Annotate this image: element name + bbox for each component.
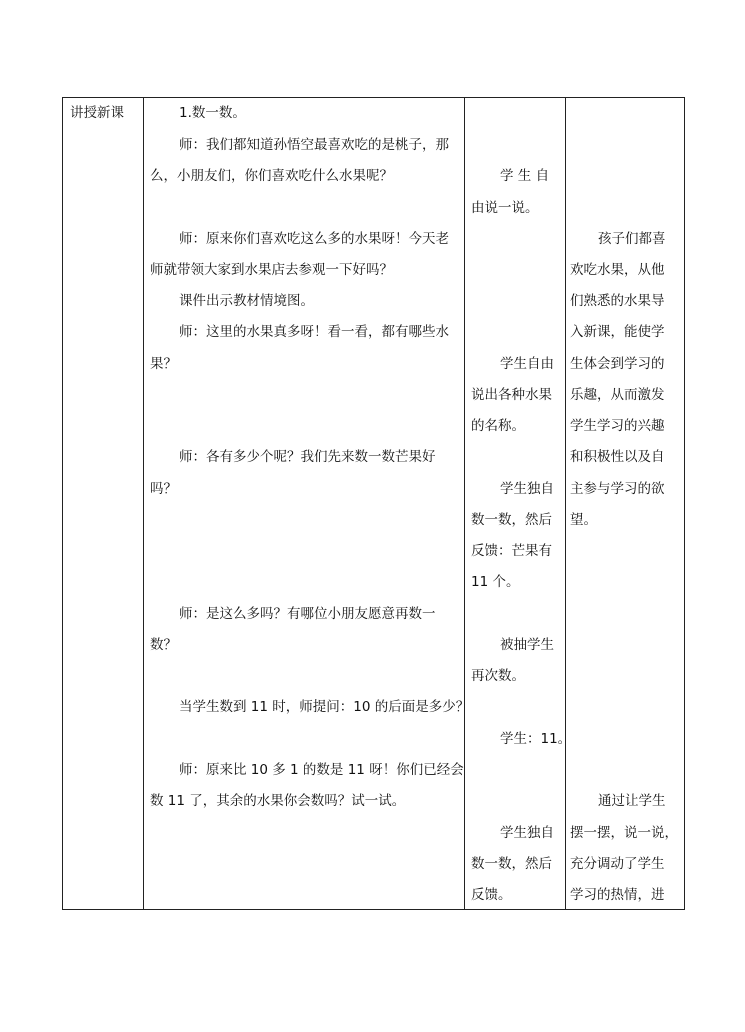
teacher-line: 数 11 了，其余的水果你会数吗？试一试。	[150, 793, 406, 809]
teacher-line: 师：是这么多吗？有哪位小朋友愿意再数一	[179, 606, 436, 622]
student-line: 学生：11。	[500, 731, 572, 747]
intent-line: 和积极性以及自	[570, 449, 665, 465]
intent-line: 欢吃水果，从他	[570, 262, 665, 278]
intent-line: 摆一摆，说一说，	[570, 825, 678, 841]
section-label: 讲授新课	[70, 105, 124, 121]
section-label-cell	[63, 98, 144, 910]
table-row	[63, 98, 685, 910]
teacher-activity-cell	[144, 98, 470, 910]
student-line: 11 个。	[471, 574, 520, 590]
intent-line: 入新课，能使学	[570, 324, 665, 340]
intent-line: 孩子们都喜	[598, 231, 666, 247]
student-line: 说出各种水果	[471, 387, 552, 403]
student-line: 反馈：芒果有	[471, 543, 552, 559]
student-line: 数一数，然后	[471, 856, 552, 872]
teacher-line: 吗？	[150, 481, 177, 497]
student-line: 再次数。	[471, 668, 525, 684]
intent-line: 生体会到学习的	[570, 356, 665, 372]
teacher-line: 师：原来你们喜欢吃这么多的水果呀！今天老	[179, 231, 449, 247]
teacher-line: 师：各有多少个呢？我们先来数一数芒果好	[179, 449, 436, 465]
teacher-line: 1.数一数。	[179, 105, 246, 121]
student-activity-cell	[465, 98, 572, 910]
teacher-line: 果？	[150, 356, 177, 372]
teacher-line: 师：原来比 10 多 1 的数是 11 呀！你们已经会	[179, 762, 464, 778]
intent-line: 望。	[570, 512, 597, 528]
teacher-line: 师：我们都知道孙悟空最喜欢吃的是桃子，那	[179, 137, 449, 153]
student-line: 学生独自	[500, 481, 554, 497]
student-line: 学 生 自	[500, 168, 550, 184]
teacher-line: 师：这里的水果真多呀！看一看，都有哪些水	[179, 324, 449, 340]
intent-line: 学习的热情，进	[570, 887, 665, 903]
teacher-line: 课件出示教材情境图。	[179, 293, 314, 309]
intent-line: 乐趣，从而激发	[570, 387, 665, 403]
intent-line: 学生学习的兴趣	[570, 418, 665, 434]
student-line: 反馈。	[471, 887, 512, 903]
intent-line: 通过让学生	[598, 793, 666, 809]
teacher-line: 师就带领大家到水果店去参观一下好吗？	[150, 262, 393, 278]
student-line: 学生独自	[500, 825, 554, 841]
student-line: 学生自由	[500, 356, 554, 372]
student-line: 数一数，然后	[471, 512, 552, 528]
design-intent-cell	[566, 98, 685, 910]
intent-line: 主参与学习的欲	[570, 481, 665, 497]
teacher-line: 数？	[150, 637, 177, 653]
lesson-plan-table	[62, 97, 685, 910]
intent-line: 充分调动了学生	[570, 856, 665, 872]
student-line: 由说一说。	[471, 200, 539, 216]
student-line: 的名称。	[471, 418, 525, 434]
teacher-line: 当学生数到 11 时，师提问：10 的后面是多少？	[179, 699, 470, 715]
student-line: 被抽学生	[500, 637, 554, 653]
teacher-line: 么，小朋友们，你们喜欢吃什么水果呢？	[150, 168, 393, 184]
intent-line: 们熟悉的水果导	[570, 293, 665, 309]
